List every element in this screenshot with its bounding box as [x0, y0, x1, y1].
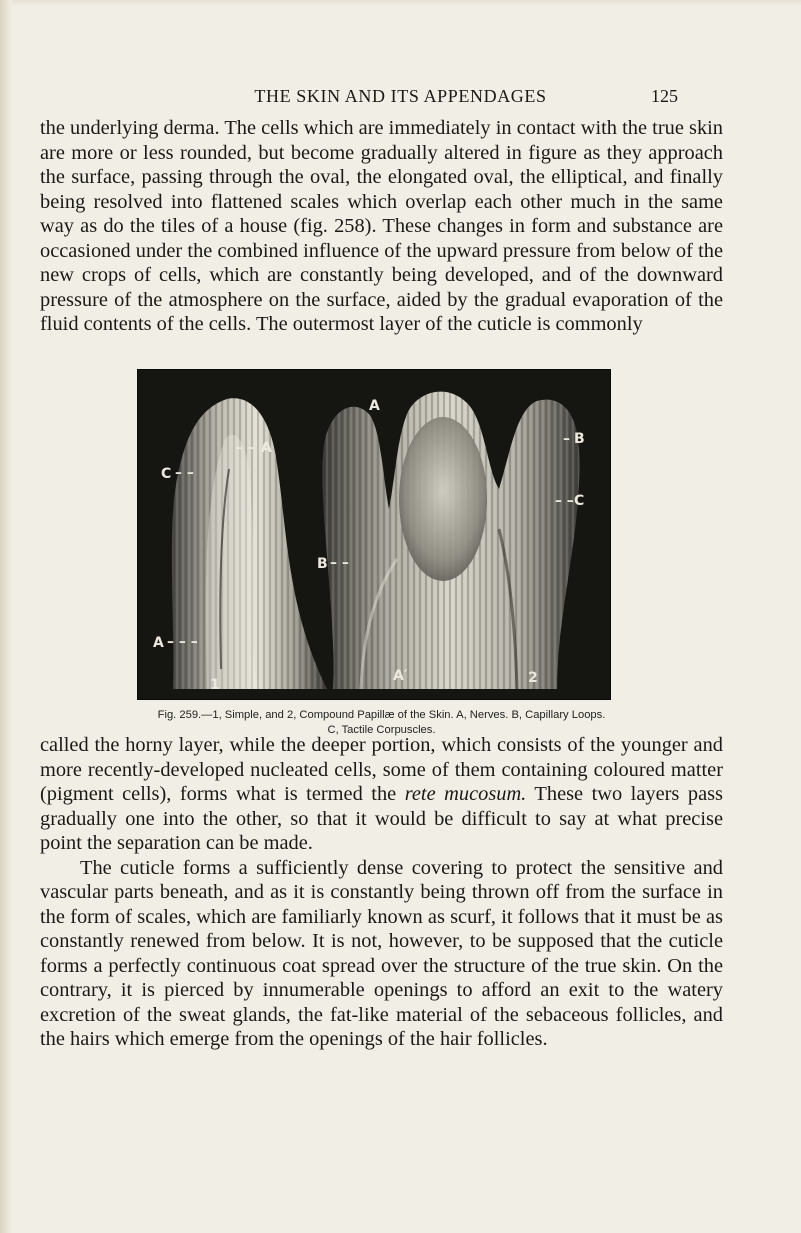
- page-margin-shadow: [0, 0, 12, 1233]
- label-b-right: B: [574, 431, 585, 447]
- figure-papillae-illustration: [137, 369, 611, 700]
- leader-b-right: –: [563, 431, 570, 447]
- papillae-drawing: [137, 369, 611, 700]
- body-text-top: [40, 116, 723, 337]
- label-a-prime: A′: [393, 668, 408, 684]
- caption-line-1: Fig. 259.—1, Simple, and 2, Compound Papillæ of the Skin. A, Nerves. B, Capillary Loops.: [157, 709, 606, 721]
- label-figure-2: 2: [528, 670, 538, 686]
- page-number: 125: [651, 86, 678, 106]
- leader-a-left-bottom: – – –: [167, 634, 198, 650]
- paragraph-continued-end: These two layers pass gradually one into the other, so that it would be difficult to say at what precise point the separation can be made.: [40, 783, 723, 854]
- paragraph-continued: [40, 733, 723, 856]
- caption-line-2: C, Tactile Corpuscles.: [327, 724, 436, 736]
- label-b-left: B: [317, 556, 328, 572]
- compound-papilla-2: [322, 392, 579, 689]
- page-edge: [0, 0, 801, 6]
- term-rete-mucosum: rete mucosum.: [404, 783, 527, 805]
- leader-c-right: – –: [555, 493, 574, 509]
- label-a-left-top: A: [261, 440, 272, 456]
- running-title: THE SKIN AND ITS APPENDAGES: [254, 86, 547, 106]
- label-a-center: A: [369, 398, 380, 414]
- label-c-left: C: [161, 466, 172, 482]
- body-text-bottom: [40, 733, 723, 1052]
- leader-a-left-top: – –: [235, 440, 254, 456]
- paragraph-top: the underlying derma. The cells which are immediately in contact with the true skin are more or less rounded, but become gradually altered in figure as they approach the surface, passing through the oval, the elongated oval, the elliptical, and finally being resolved into flattened scales which overlap each other much in the same way as do the tiles of a house (fig. 258). These changes in form and substance are occasioned under the combined influence of the upward pressure from below of the new crops of cells, which are constantly being developed, and of the downward pressure of the atmosphere on the surface, aided by the gradual evaporation of the fluid contents of the cells. The outermost layer of the cuticle is commonly: [40, 117, 723, 335]
- label-a-left-bottom: A: [153, 635, 164, 651]
- page-header: [0, 86, 801, 110]
- label-c-right: C: [574, 493, 585, 509]
- paragraph-continued-start: called the horny layer, while the deeper portion, which consists of the younger and more recently-developed nucleated cells, some of them containing coloured matter (pigment cells), forms what is termed the: [40, 734, 723, 805]
- paragraph-cuticle: The cuticle forms a sufficiently dense covering to protect the sensitive and vascular parts beneath, and as it is constantly being thrown off from the surface in the form of scales, which are familiarly known as scurf, it follows that it must be as constantly renewed from below. It is not, however, to be supposed that the cuticle forms a perfectly continuous coat spread over the structure of the true skin. On the contrary, it is pierced by innumerable openings to afford an exit to the watery excretion of the sweat glands, the fat-like material of the sebaceous follicles, and the hairs which emerge from the openings of the hair follicles.: [40, 856, 723, 1050]
- label-figure-1: 1: [210, 677, 220, 693]
- leader-b-left: – –: [330, 555, 349, 571]
- leader-c-left: – –: [175, 465, 194, 481]
